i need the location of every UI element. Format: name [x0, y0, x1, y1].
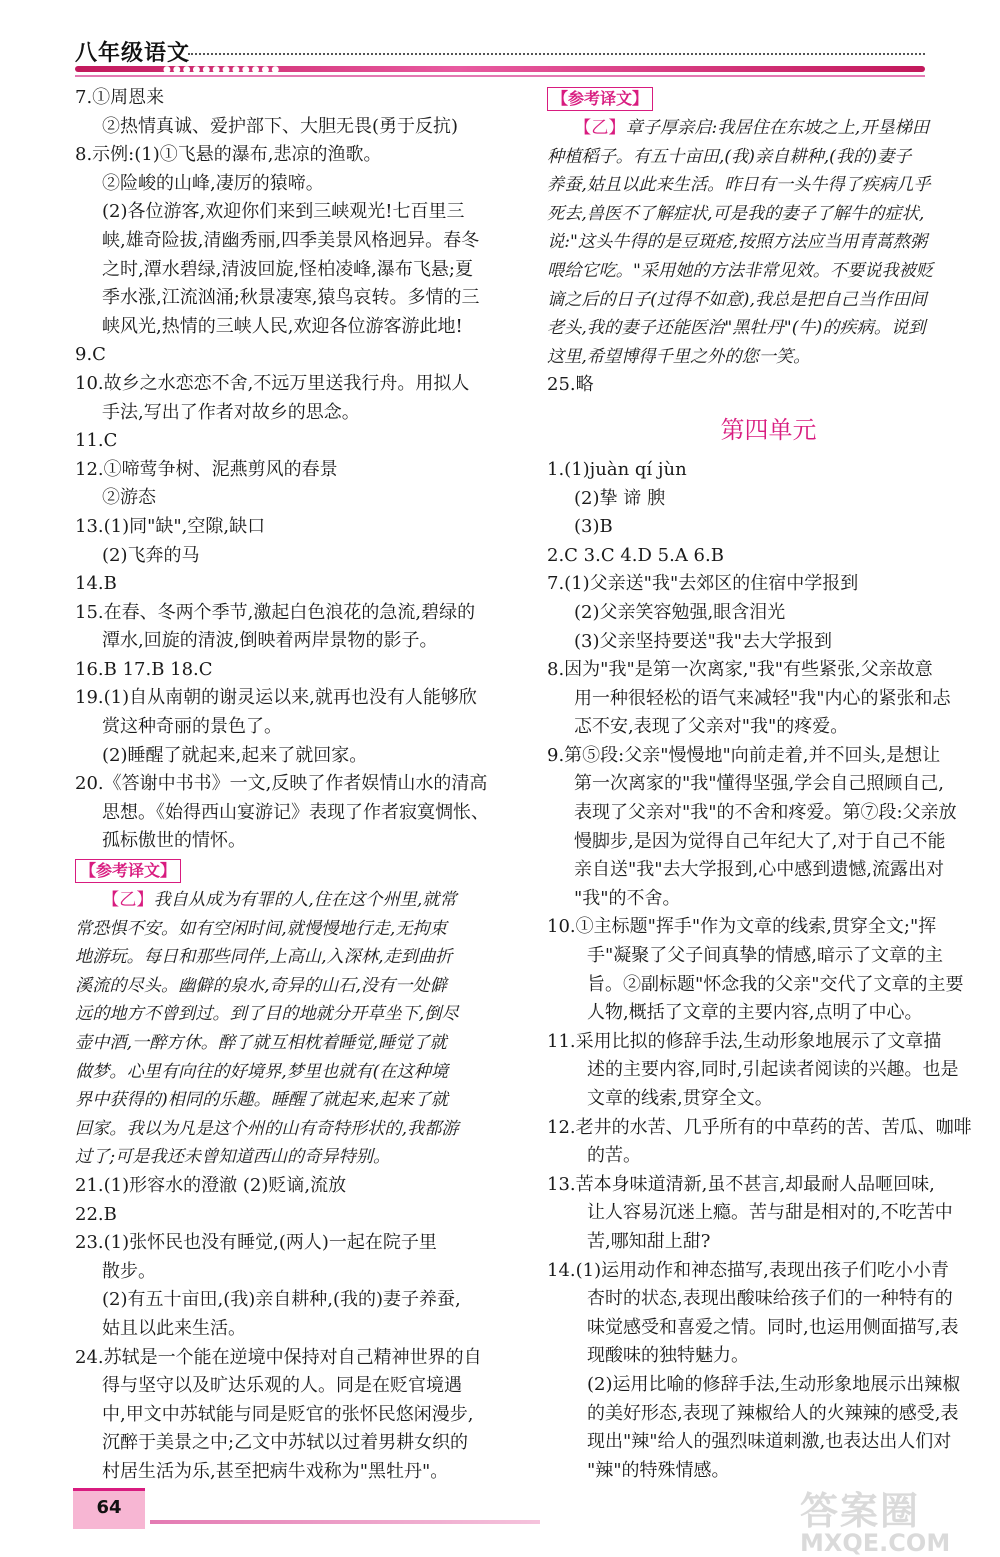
left-column	[75, 84, 513, 1487]
answer-line: 峡,雄奇险拔,清幽秀丽,四季美景风格迥异。春冬	[102, 229, 480, 251]
answer-line: ②险峻的山峰,凄厉的猿啼。	[102, 172, 324, 194]
answer-line: 10.①主标题"挥手"作为文章的线索,贯穿全文;"挥	[547, 916, 937, 938]
answer-line: 14.(1)运用动作和神态描写,表现出孩子们吃小小青	[547, 1259, 949, 1281]
answer-line: (2)父亲笑容勉强,眼含泪光	[574, 601, 786, 623]
translation-line	[547, 114, 990, 143]
answer-line: 1.(1)juàn qí jùn	[547, 458, 687, 480]
translation-line: 远的地方不曾到过。到了目的地就分开草坐下,倒尽	[75, 1004, 459, 1025]
answer-line: 季水涨,江流汹涌;秋景凄寒,猿鸟哀转。多情的三	[102, 287, 480, 309]
translation-line: 常恐惧不安。如有空闲时间,就慢慢地行走,无拘束	[75, 918, 447, 939]
translation-line: 养蚕,姑且以此来生活。昨日有一头牛得了疾病几乎	[547, 175, 931, 196]
answer-line: 苦,哪知甜上甜?	[587, 1230, 711, 1252]
answer-line: (2)挚 谛 腴	[574, 487, 665, 509]
translation-line	[75, 886, 513, 915]
answer-line: 14.B	[75, 573, 117, 595]
translation-line: 做梦。心里有向往的好境界,梦里也就有(在这种境	[75, 1061, 449, 1082]
answer-line: 中,甲文中苏轼能与同是贬官的张怀民悠闲漫步,	[102, 1403, 474, 1425]
translation-line: 壶中酒,一醉方休。醉了就互相枕着睡觉,睡觉了就	[75, 1033, 447, 1053]
answer-line: (2)各位游客,欢迎你们来到三峡观光!七百里三	[102, 201, 465, 223]
answer-line: (3)B	[574, 516, 613, 538]
answer-line: 村居生活为乐,甚至把病牛戏称为"黑牡丹"。	[102, 1460, 449, 1482]
answer-line: 味觉感受和喜爱之情。同时,也运用侧面描写,表	[587, 1316, 959, 1338]
answer-line: 16.B 17.B 18.C	[75, 658, 213, 680]
answer-line: 杏时的状态,表现出酸味给孩子们的一种特有的	[587, 1288, 953, 1310]
answer-line: 思想。《始得西山宴游记》表现了作者寂寞惆怅、	[102, 801, 489, 823]
answer-line: 姑且以此来生活。	[102, 1317, 246, 1339]
translation-line: 界中获得的)相同的乐趣。睡醒了就起来,起来了就	[75, 1090, 449, 1111]
answer-line: 20.《答谢中书书》一文,反映了作者娱情山水的清高	[75, 773, 488, 795]
answer-line: ②热情真诚、爱护部下、大胆无畏(勇于反抗)	[102, 115, 459, 137]
answer-line: 10.故乡之水恋恋不舍,不远万里送我行舟。用拟人	[75, 372, 470, 394]
unit-title: 第四单元	[720, 415, 817, 444]
answer-line: (2)睡醒了就起来,起来了就回家。	[102, 744, 368, 766]
answer-line: 的苦。	[587, 1145, 641, 1167]
translation-line: 回家。我以为凡是这个州的山有奇特形状的,我都游	[75, 1118, 459, 1139]
answer-line: 手法,写出了作者对故乡的思念。	[102, 401, 360, 423]
answer-line: 慢脚步,是因为觉得自己年纪大了,对于自己不能	[574, 830, 946, 852]
answer-line: (2)运用比喻的修辞手法,生动形象地展示出辣椒	[587, 1373, 961, 1395]
translation-line: 谪之后的日子(过得不如意),我总是把自己当作田间	[547, 289, 927, 310]
answer-line: 9.C	[75, 344, 106, 366]
answer-line: 文章的线索,贯穿全文。	[587, 1088, 773, 1109]
translation-line: 老头,我的妻子还能医治"黑牡丹"(牛)的疾病。说到	[547, 318, 926, 339]
answer-line: 现酸味的独特魅力。	[587, 1345, 749, 1367]
answer-line: 的美好形态,表现了辣椒给人的火辣辣的感受,表	[587, 1402, 959, 1424]
answer-line: 8.因为"我"是第一次离家,"我"有些紧张,父亲故意	[547, 659, 933, 681]
answer-line: 15.在春、冬两个季节,激起白色浪花的急流,碧绿的	[75, 601, 476, 623]
answer-line: (3)父亲坚持要送"我"去大学报到	[574, 630, 833, 652]
answer-line: 9.第⑤段:父亲"慢慢地"向前走着,并不回头,是想让	[547, 744, 941, 766]
translation-text: 章子厚亲启:我居住在东坡之上,开垦梯田	[625, 118, 930, 138]
answer-line: 8.示例:(1)①飞悬的瀑布,悲凉的渔歌。	[75, 144, 382, 166]
answer-line: 现出"辣"给人的强烈味道刺激,也表达出人们对	[587, 1431, 952, 1453]
answer-line: 人物,概括了文章的主要内容,点明了中心。	[587, 1002, 923, 1024]
answer-line: 亲自送"我"去大学报到,心中感到遗憾,流露出对	[574, 859, 944, 881]
answer-line: 让人容易沉迷上瘾。苦与甜是相对的,不吃苦中	[587, 1202, 953, 1224]
translation-line: 过了;可是我还未曾知道西山的奇异特别。	[75, 1147, 391, 1168]
answer-line: 22.B	[75, 1203, 117, 1225]
answer-line: "我"的不舍。	[574, 887, 681, 909]
answer-line: "辣"的特殊情感。	[587, 1459, 730, 1481]
translation-line: 死去,兽医不了解症状,可是我的妻子了解牛的症状,	[547, 203, 925, 224]
page-number-box	[73, 1488, 145, 1529]
answer-line: 述的主要内容,同时,引起读者阅读的兴趣。也是	[587, 1059, 959, 1081]
translation-line: 种植稻子。有五十亩田,(我)亲自耕种,(我的)妻子	[547, 146, 912, 167]
answer-line: 11.采用比拟的修辞手法,生动形象地展示了文章描	[547, 1030, 942, 1052]
watermark-url: MXQE.COM	[800, 1529, 951, 1557]
header-dotted-rule	[188, 53, 925, 55]
answer-line: 13.苦本身味道清新,虽不甚言,却最耐人品咂回味,	[547, 1173, 935, 1195]
translation-line: 这里,希望博得千里之外的您一笑。	[547, 346, 811, 367]
footer-rule	[150, 1520, 540, 1524]
answer-line: 13.(1)同"缺",空隙,缺口	[75, 515, 266, 537]
answer-line: (2)有五十亩田,(我)亲自耕种,(我的)妻子养蚕,	[102, 1289, 461, 1311]
translation-line: 喂给它吃。"采用她的方法非常见效。不要说我被贬	[547, 260, 934, 281]
answer-line: 沉醉于美景之中;乙文中苏轼以过着男耕女织的	[102, 1432, 469, 1454]
translation-text: 我自从成为有罪的人,住在这个州里,就常	[153, 890, 457, 911]
answer-line: 23.(1)张怀民也没有睡觉,(两人)一起在院子里	[75, 1232, 437, 1254]
answer-line: 得与坚守以及旷达乐观的人。同是在贬官境遇	[102, 1375, 462, 1397]
answer-line: 19.(1)自从南朝的谢灵运以来,就再也没有人能够欣	[75, 687, 477, 709]
answer-line: 21.(1)形容水的澄澈 (2)贬谪,流放	[75, 1174, 347, 1196]
reference-translation-tag: 【参考译文】	[75, 859, 181, 883]
answer-line: 之时,潭水碧绿,清波回旋,怪柏凌峰,瀑布飞悬;夏	[102, 258, 473, 280]
answer-line: 表现了父亲对"我"的不舍和疼爱。第⑦段:父亲放	[574, 802, 957, 824]
page-header	[75, 36, 925, 76]
answer-line: (2)飞奔的马	[102, 544, 200, 566]
answer-line: 第一次离家的"我"懂得坚强,学会自己照顾自己,	[574, 773, 944, 795]
answer-line: 2.C 3.C 4.D 5.A 6.B	[547, 544, 724, 566]
answer-line: 潭水,回旋的清波,倒映着两岸景物的影子。	[102, 630, 438, 652]
answer-line: 忑不安,表现了父亲对"我"的疼爱。	[574, 716, 849, 738]
answer-line: 用一种很轻松的语气来减轻"我"内心的紧张和忐	[574, 687, 951, 709]
reference-translation-tag: 【参考译文】	[547, 87, 653, 111]
right-column	[547, 84, 990, 1485]
answer-line: 散步。	[102, 1260, 156, 1282]
answer-line: 旨。②副标题"怀念我的父亲"交代了文章的主要	[587, 973, 964, 995]
translation-line: 说:"这头牛得的是豆斑疮,按照方法应当用青蒿熬粥	[547, 232, 928, 253]
watermark-logo-text: 答案圈	[800, 1489, 921, 1533]
header-title: 八年级语文	[75, 41, 191, 66]
answer-line: 孤标傲世的情怀。	[102, 830, 246, 852]
answer-line: 12.老井的水苦、几乎所有的中草药的苦、苦瓜、咖啡	[547, 1116, 972, 1138]
answer-line: 7.①周恩来	[75, 87, 165, 108]
translation-line: 地游玩。每日和那些同伴,上高山,入深林,走到曲折	[75, 947, 453, 968]
watermark	[800, 1480, 990, 1557]
page-number: 64	[96, 1497, 122, 1518]
answer-line: 手"凝聚了父子间真挚的情感,暗示了文章的主	[587, 945, 943, 967]
answer-line: 7.(1)父亲送"我"去郊区的住宿中学报到	[547, 573, 859, 595]
answer-line: 25.略	[547, 374, 594, 396]
header-dot-ornament: ●●●●●●●●●●●●	[163, 65, 282, 75]
answer-line: 11.C	[75, 430, 118, 452]
answer-line: 12.①啼莺争树、泥燕剪风的春景	[75, 458, 338, 480]
answer-line: 赏这种奇丽的景色了。	[102, 716, 282, 738]
answer-line: ②游态	[102, 487, 156, 509]
answer-line: 峡风光,热情的三峡人民,欢迎各位游客游此地!	[102, 315, 463, 337]
translation-marker: 【乙】	[574, 118, 626, 138]
answer-line: 24.苏轼是一个能在逆境中保持对自己精神世界的自	[75, 1346, 482, 1368]
translation-marker: 【乙】	[102, 890, 154, 911]
header-thin-rule	[75, 75, 925, 77]
translation-line: 溪流的尽头。幽僻的泉水,奇异的山石,没有一处僻	[75, 975, 447, 996]
